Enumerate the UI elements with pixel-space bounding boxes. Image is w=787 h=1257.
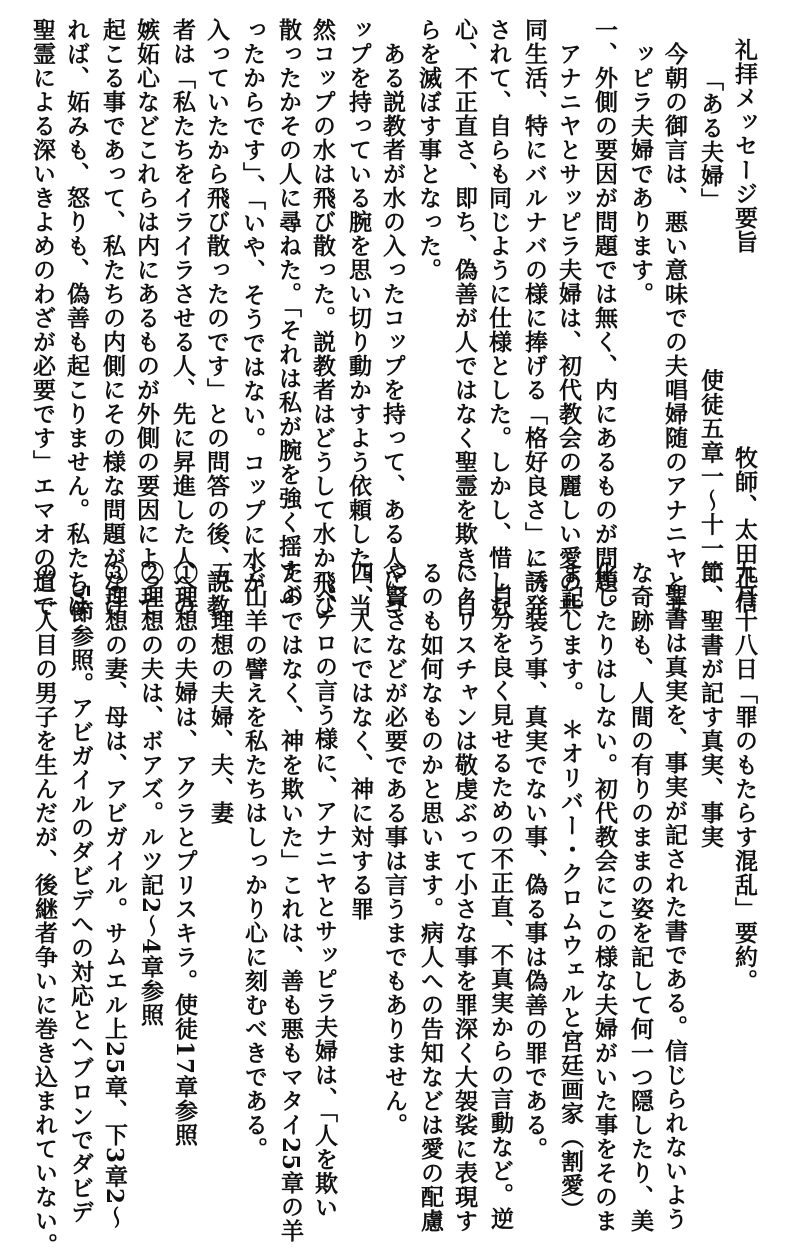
list-item: ②理想の夫は、ボアズ。ルツ記2〜4章参照 [137,561,164,1028]
subheading: 三、装う事、真実でない事、偽る事は偽善の罪である。 [521,561,548,1161]
paragraph-line: ペテロの言う様に、アナニヤとサッピラ夫婦は、「人を欺い [311,583,338,1220]
paragraph-line: や賢さなどが必要である事は言うまでもありません。 [381,561,408,1137]
paragraph-line: 然コップの水は飛び散った。説教者はどうして水か飛び [309,18,336,618]
top-section [0,0,787,618]
paragraph-line: ッピラ夫婦であります。 [627,42,654,306]
paragraph-line: ある説教者が水の入ったコップを持って、ある人にコ [379,42,406,618]
section-heading: 礼拝メッセージ要旨 牧師、太田正信 [731,38,758,614]
subheading: 五、理想の夫婦、夫、妻 [207,561,234,825]
paragraph-line: な奇跡も、人間の有りのままの姿を記して何一つ隠したり、美 [627,561,654,1233]
paragraph-line: ったからです」、「いや、そうではない。コップに水が [239,18,266,595]
paragraph-line: 聖書は真実を、事実が記された書である。信じられないよう [661,583,688,1231]
paragraph-line: 嫉妬心などこれらは内にあるものが外側の要因によって [133,18,160,618]
paragraph-line: ま記します。 ＊オリバー・クロムウェルと宮廷画家（割愛） [557,561,584,1222]
paragraph-line: にクリスチャンは敬虔ぶって小さな事を罪深く大袈裟に表現す [451,561,478,1233]
paragraph-line: 自分を良く見せるための不正直、不真実からの言動など。逆 [487,583,514,1231]
section-heading: 九月十八日「罪のもたらす混乱」要約。 [731,561,758,993]
paragraph-line: されて、自らも同じように仕様とした。しかし、惜しむ [485,18,512,618]
paragraph-line: 今朝の御言は、悪い意味での夫唱婦随のアナニヤとサ [661,42,688,618]
paragraph-line: れば、妬みも、怒りも、偽善も起こりません。私たちは [63,18,90,618]
bottom-section [0,555,787,1257]
paragraph-line: らを滅ぼす事となった。 [415,18,442,282]
paragraph-line: 心、不正直さ、即ち、偽善が人ではなく聖霊を欺き、自 [451,18,478,618]
paragraph-line: 聖霊による深いきよめのわざが必要です」エマオの道で [29,18,56,618]
paragraph-line: るのも如何なものかと思います。病人への告知などは愛の配慮 [417,561,444,1233]
sermon-title: 「ある夫婦」 使徒五章一〜十一節 [697,68,724,585]
paragraph-line: 散ったかその人に尋ねた。「それは私が腕を強く揺すぶ [275,18,302,607]
paragraph-line: と山羊の譬えを私たちはしっかり心に刻むべきである。 [241,561,268,1161]
list-item: ③理想の妻、母は、アビガイル。サムエル上25章、下3章2〜 [101,561,128,1230]
paragraph-line: の二人目の男子を生んだが、後継者争いに巻き込まれていない。 [31,561,58,1257]
paragraph-line: 入っていたから飛び散ったのです」との問答の後、説教 [203,18,230,618]
list-item: ①理想の夫婦は、アクラとプリスキラ。使徒17章参照 [171,561,198,1148]
subheading: 二、聖書が記す真実、事実 [697,561,724,849]
paragraph-line: 5節参照。アビガイルのダビデへの対応とヘブロンでダビデ [67,583,94,1225]
paragraph-line: アナニヤとサッピラ夫婦は、初代教会の麗しい愛の共 [555,42,582,618]
paragraph-line: ップを持っている腕を思い切り動かすよう依頼した。当 [345,18,372,618]
paragraph-line: 者は「私たちをイライラさせる人、先に昇進した人への [169,18,196,618]
paragraph-line: 同生活、特にバルナバの様に捧げる「格好良さ」に誘発 [521,18,548,618]
subheading: 四、人にではなく、神に対する罪 [347,561,374,921]
paragraph-line: たのではなく、神を欺いた」これは、善も悪もマタイ25章の羊 [277,561,304,1244]
paragraph-line: 起こる事であって、私たちの内側にその様な問題がなけ [99,18,126,618]
paragraph-line: 化したりはしない。初代教会にこの様な夫婦がいた事をそのま [591,561,618,1233]
subheading: 一、外側の要因が問題では無く、内にあるものが問題。 [591,18,618,618]
